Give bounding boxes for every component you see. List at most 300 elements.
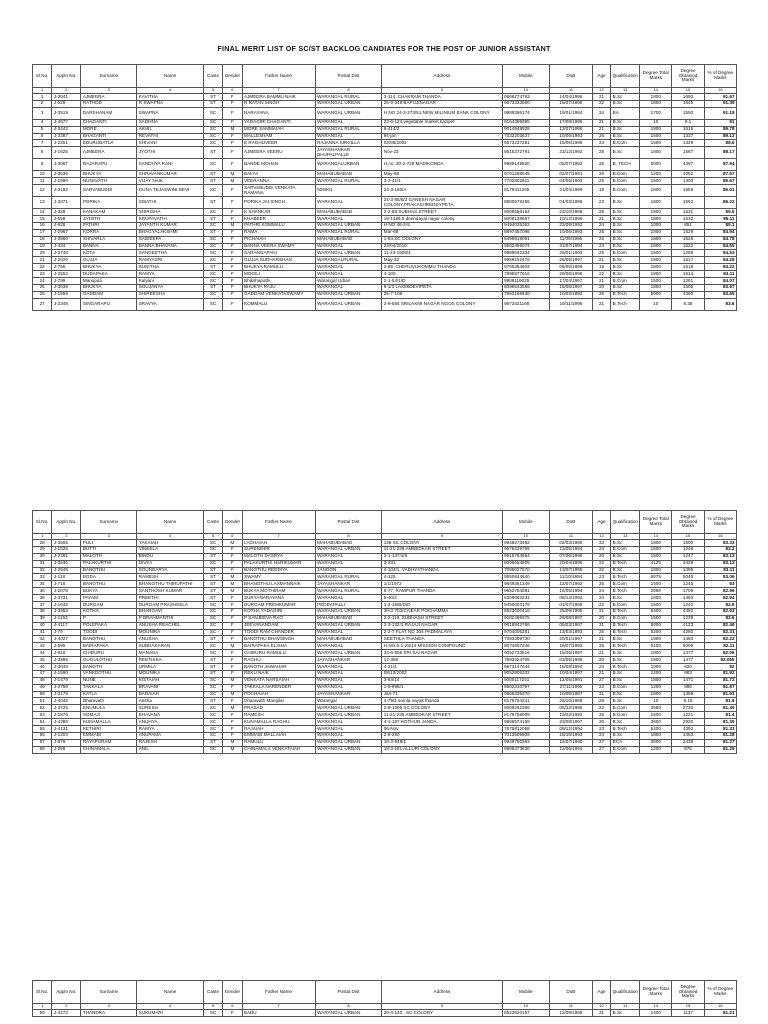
cell-caste: ST xyxy=(203,553,222,560)
cell-degree-obtained-marks: 1514 xyxy=(672,271,704,278)
cell-appln-no: J-118 xyxy=(52,574,81,581)
cell-degree-total-marks: 1800 xyxy=(640,147,672,159)
cell-age: 25 xyxy=(592,147,610,159)
cell-appln-no: J-3371 xyxy=(52,197,81,209)
cell-sl-no: 50 xyxy=(33,691,52,698)
cell-father-name: KOTHA YADAGIRI xyxy=(242,608,315,615)
cell-dob: 02/07/1991 xyxy=(549,171,592,178)
header-qualification: Qualification xyxy=(611,65,640,88)
cell-age: 25 xyxy=(592,712,610,719)
cell-degree-obtained-marks: 1531 xyxy=(672,209,704,216)
cell-qualification: B.Com xyxy=(611,705,640,712)
cell-qualification: B.Tech xyxy=(611,629,640,636)
cell-qualification: B. TECH xyxy=(611,159,640,171)
cell-mobile: 9989149820 xyxy=(502,159,549,171)
cell-surname: KUNAMALLA xyxy=(81,719,137,726)
cell-sl-no: 12 xyxy=(33,185,52,197)
cell-dob: 15/06/1995 xyxy=(549,140,592,147)
cell-name: KAVITHA xyxy=(137,94,204,101)
cell-dob: 10/06/1993 xyxy=(549,133,592,140)
cell-postal-dist: WARANGAL xyxy=(315,595,382,602)
cell-gender: M xyxy=(223,643,242,650)
cell-caste: SC xyxy=(203,615,222,622)
cell-gender: F xyxy=(223,629,242,636)
cell-address: 3-114, CHAKRAM THANDA xyxy=(382,94,502,101)
cell-name: DURGAM PRASHEELA xyxy=(137,602,204,609)
cell-percent-degree-marks: 87.94 xyxy=(704,159,736,171)
cell-name: RAMYA xyxy=(137,726,204,733)
cell-surname: KETHIRI xyxy=(81,726,137,733)
cell-dob: 11/10/1994 xyxy=(549,574,592,581)
cell-dob: 05/07/1992 xyxy=(549,159,592,171)
cell-degree-obtained-marks: 1506 xyxy=(672,284,704,291)
cell-percent-degree-marks: 83.33 xyxy=(704,540,736,547)
cell-mobile: 9014948828 xyxy=(502,126,549,133)
cell-postal-dist: WARANGAL xyxy=(315,119,382,126)
cell-gender: F xyxy=(223,94,242,101)
cell-caste: SC xyxy=(203,719,222,726)
column-number: 6 xyxy=(223,1004,242,1010)
cell-sl-no: 26 xyxy=(33,291,52,298)
cell-sl-no: 14 xyxy=(33,209,52,216)
cell-qualification: B.Tech xyxy=(611,726,640,733)
cell-percent-degree-marks: 89.13 xyxy=(704,133,736,140)
cell-surname: RAYAPURAM xyxy=(81,739,137,746)
cell-postal-dist: WARANGAL xyxy=(315,264,382,271)
cell-name: SURESH xyxy=(137,705,204,712)
cell-gender: F xyxy=(223,698,242,705)
cell-percent-degree-marks: 81.27 xyxy=(704,739,736,746)
cell-gender: F xyxy=(223,684,242,691)
cell-caste: SC xyxy=(203,684,222,691)
cell-degree-total-marks: 5400 xyxy=(640,726,672,733)
cell-father-name: AJMEERA BAMMU NAIK xyxy=(242,94,315,101)
cell-caste: ST xyxy=(203,595,222,602)
cell-father-name: PALAKURTHI HARIKUMAR xyxy=(242,560,315,567)
cell-degree-total-marks: 1800 xyxy=(640,100,672,107)
cell-gender: F xyxy=(223,670,242,677)
header-appln-no: Appln No. xyxy=(52,981,81,1004)
cell-postal-dist: WARANGAL xyxy=(315,197,382,209)
cell-degree-total-marks: 1800 xyxy=(640,209,672,216)
column-number: 2 xyxy=(52,88,81,94)
cell-name: R SWAPNA xyxy=(137,100,204,107)
cell-percent-degree-marks: 81.61 xyxy=(704,691,736,698)
cell-father-name: SURYANARAYANA xyxy=(242,595,315,602)
cell-mobile: 9573421168 xyxy=(502,298,549,310)
table-row xyxy=(33,732,737,739)
header-percent-degree-marks: % of Degree Marks xyxy=(704,65,736,88)
cell-sl-no: 11 xyxy=(33,178,52,185)
cell-caste: SC xyxy=(203,643,222,650)
cell-degree-obtained-marks: 975 xyxy=(672,746,704,753)
cell-mobile: 9948273482 xyxy=(502,540,549,547)
cell-degree-total-marks: 10 xyxy=(640,298,672,310)
column-number: 7 xyxy=(242,534,315,540)
column-number: 5 xyxy=(203,88,222,94)
cell-gender: F xyxy=(223,567,242,574)
cell-dob: 05/03/1987 xyxy=(549,622,592,629)
cell-postal-dist: WARANGAL xyxy=(315,726,382,733)
cell-postal-dist: Warangal Urban xyxy=(315,278,382,285)
cell-name: SWATHI xyxy=(137,197,204,209)
table-row xyxy=(33,560,737,567)
cell-father-name: Bhikshapathi xyxy=(242,278,315,285)
column-number: 4 xyxy=(137,1004,204,1010)
cell-surname: DARSHANAM xyxy=(81,107,137,119)
cell-appln-no: J-3899 xyxy=(52,657,81,664)
cell-degree-total-marks: 1200 xyxy=(640,171,672,178)
cell-caste: SC xyxy=(203,622,222,629)
cell-surname: AJMEERA xyxy=(81,94,137,101)
cell-age: 26 xyxy=(592,171,610,178)
cell-father-name: RAMULU xyxy=(242,739,315,746)
table-row xyxy=(33,159,737,171)
cell-degree-total-marks: 1800 xyxy=(640,540,672,547)
cell-degree-total-marks: 1800 xyxy=(640,691,672,698)
cell-father-name: BANOTHU REDDIYA xyxy=(242,567,315,574)
cell-degree-obtained-marks: 1300 xyxy=(672,178,704,185)
cell-name: MANASA xyxy=(137,650,204,657)
cell-age: 19 xyxy=(592,185,610,197)
cell-postal-dist: WARANGAL xyxy=(315,643,382,650)
cell-age: 29 xyxy=(592,209,610,216)
header-surname: Surname xyxy=(81,65,137,88)
cell-mobile: 9154399395 xyxy=(502,119,549,126)
cell-address: 4-125 xyxy=(382,574,502,581)
cell-appln-no: J-79 xyxy=(52,629,81,636)
cell-degree-total-marks: 1800 xyxy=(640,567,672,574)
cell-degree-total-marks: 1500 xyxy=(640,178,672,185)
cell-name: SOUNDARYA xyxy=(137,567,204,574)
table-row xyxy=(33,712,737,719)
table-row xyxy=(33,229,737,236)
cell-age: 21 xyxy=(592,636,610,643)
cell-degree-obtained-marks: 2438 xyxy=(672,739,704,746)
cell-gender: F xyxy=(223,546,242,553)
cell-age: 20 xyxy=(592,284,610,291)
header-row xyxy=(33,981,737,1004)
cell-father-name: GUJJA SUDHARSHAN xyxy=(242,257,315,264)
cell-sl-no: 35 xyxy=(33,588,52,595)
cell-age: 24 xyxy=(592,222,610,229)
cell-postal-dist: 506001 xyxy=(315,185,382,197)
header-degree-total-marks: Degree Total Marks xyxy=(640,65,672,88)
cell-age: 24 xyxy=(592,732,610,739)
cell-appln-no: J-4027 xyxy=(52,636,81,643)
cell-caste: SC xyxy=(203,546,222,553)
cell-sl-no: 39 xyxy=(33,615,52,622)
cell-percent-degree-marks: 81.33 xyxy=(704,726,736,733)
cell-address: 4-104/1, VADHYATHANDA xyxy=(382,567,502,574)
cell-degree-obtained-marks: 980 xyxy=(672,684,704,691)
cell-father-name: RAJAIAH xyxy=(242,726,315,733)
column-number: 4 xyxy=(137,88,204,94)
header-postal-dist: Postal Dist xyxy=(315,981,382,1004)
cell-degree-total-marks: 1500 xyxy=(640,615,672,622)
cell-age: 20 xyxy=(592,657,610,664)
table-row xyxy=(33,664,737,671)
cell-appln-no: J-2078 xyxy=(52,588,81,595)
cell-age: 26 xyxy=(592,291,610,298)
cell-address: 2-1-54/1/D xyxy=(382,278,502,285)
column-number: 9 xyxy=(382,1004,502,1010)
cell-father-name: PRASAD xyxy=(242,705,315,712)
cell-qualification: B.Com xyxy=(611,602,640,609)
cell-dob: 26/05/1997 xyxy=(549,257,592,264)
cell-address: May-68 xyxy=(382,171,502,178)
cell-sl-no: 33 xyxy=(33,574,52,581)
cell-percent-degree-marks: 81.49 xyxy=(704,705,736,712)
cell-gender: F xyxy=(223,657,242,664)
cell-name: SHIVANI xyxy=(137,140,204,147)
table-row xyxy=(33,739,737,746)
cell-gender: F xyxy=(223,243,242,250)
cell-degree-total-marks: 1800 xyxy=(640,257,672,264)
cell-appln-no: J-328 xyxy=(52,209,81,216)
cell-appln-no: J-2251 xyxy=(52,140,81,147)
cell-degree-obtained-marks: 1645 xyxy=(672,100,704,107)
header-percent-degree-marks: % of Degree Marks xyxy=(704,511,736,534)
cell-surname: CHAGANTI xyxy=(81,119,137,126)
cell-name: DIVYA xyxy=(137,560,204,567)
cell-father-name: BHANOTHU LAXMANNAIK xyxy=(242,581,315,588)
cell-father-name: CHIDURU RAMULU xyxy=(242,650,315,657)
cell-percent-degree-marks: 83.65 xyxy=(704,291,736,298)
cell-caste: SC xyxy=(203,243,222,250)
cell-caste: SC xyxy=(203,540,222,547)
cell-caste: ST xyxy=(203,739,222,746)
cell-dob: 29/06/1996 xyxy=(549,271,592,278)
cell-age: 23 xyxy=(592,664,610,671)
cell-caste: SC xyxy=(203,560,222,567)
cell-degree-obtained-marks: 1245 xyxy=(672,581,704,588)
cell-name: URMILA xyxy=(137,664,204,671)
table-row xyxy=(33,588,737,595)
cell-address: 33-6-556 SRI SAI NAGAR xyxy=(382,650,502,657)
column-number: 15 xyxy=(672,1004,704,1010)
cell-father-name: BABU xyxy=(242,1010,315,1017)
cell-appln-no: J-1559 xyxy=(52,291,81,298)
cell-name: BINDU xyxy=(137,553,204,560)
column-number: 14 xyxy=(640,88,672,94)
table-row xyxy=(33,705,737,712)
cell-age: 22 xyxy=(592,100,610,107)
cell-sl-no: 10 xyxy=(33,171,52,178)
header-address: Address xyxy=(382,65,502,88)
cell-age: 25 xyxy=(592,629,610,636)
cell-gender: F xyxy=(223,133,242,140)
cell-qualification: B.Com xyxy=(611,278,640,285)
cell-degree-total-marks: 1500 xyxy=(640,581,672,588)
cell-sl-no: 3 xyxy=(33,107,52,119)
cell-gender: F xyxy=(223,278,242,285)
column-number: 10 xyxy=(502,88,549,94)
cell-mobile: 7893324705 xyxy=(502,657,549,664)
table-row xyxy=(33,100,737,107)
cell-name: VINEELA xyxy=(137,546,204,553)
cell-gender: M xyxy=(223,171,242,178)
cell-age: 22 xyxy=(592,560,610,567)
cell-qualification: B.Com xyxy=(611,185,640,197)
cell-sl-no: 40 xyxy=(33,622,52,629)
cell-percent-degree-marks: 91.67 xyxy=(704,94,736,101)
cell-qualification: B.Sc xyxy=(611,133,640,140)
cell-gender: F xyxy=(223,271,242,278)
cell-gender: F xyxy=(223,602,242,609)
cell-appln-no: J-1625 xyxy=(52,147,81,159)
table-row xyxy=(33,278,737,285)
cell-percent-degree-marks: 82.46 xyxy=(704,622,736,629)
cell-age: 24 xyxy=(592,546,610,553)
cell-surname: JATOTH xyxy=(81,216,137,223)
cell-appln-no: J-1153 xyxy=(52,615,81,622)
cell-dob: 12/07/1992 xyxy=(549,581,592,588)
cell-sl-no: 20 xyxy=(33,250,52,257)
cell-name: RAJESH xyxy=(137,739,204,746)
cell-surname: MALOTH xyxy=(81,553,137,560)
cell-surname: DUDAPAKA xyxy=(81,271,137,278)
cell-dob: 03/05/1998 xyxy=(549,657,592,664)
cell-name: BHARGAVI xyxy=(137,608,204,615)
cell-qualification: B.Sc xyxy=(611,732,640,739)
cell-degree-obtained-marks: 1247 xyxy=(672,553,704,560)
cell-percent-degree-marks: 82.06 xyxy=(704,650,736,657)
cell-caste: SC xyxy=(203,712,222,719)
cell-degree-obtained-marks: 1221 xyxy=(672,712,704,719)
cell-qualification: B.Com xyxy=(611,178,640,185)
cell-caste: ST xyxy=(203,171,222,178)
cell-sl-no: 16 xyxy=(33,222,52,229)
cell-qualification: B.Sc xyxy=(611,147,640,159)
cell-appln-no: J-1204 xyxy=(52,732,81,739)
cell-degree-obtained-marks: 1526 xyxy=(672,236,704,243)
cell-father-name: GADDAM VENKATASWAMY xyxy=(242,291,315,298)
column-number: 8 xyxy=(315,534,382,540)
cell-postal-dist: WARANGAL xyxy=(315,243,382,250)
cell-percent-degree-marks: 84.28 xyxy=(704,257,736,264)
cell-sl-no: 53 xyxy=(33,712,52,719)
cell-name: JYOTHI xyxy=(137,147,204,159)
cell-caste: ST xyxy=(203,284,222,291)
cell-age: 25 xyxy=(592,250,610,257)
cell-name: SHIRISHA xyxy=(137,209,204,216)
cell-surname: CHIDURU xyxy=(81,650,137,657)
cell-degree-total-marks: 1800 xyxy=(640,264,672,271)
cell-caste: ST xyxy=(203,567,222,574)
cell-percent-degree-marks: 88.17 xyxy=(704,147,736,159)
cell-dob: 28/10/1989 xyxy=(549,698,592,705)
cell-degree-total-marks: 6075 xyxy=(640,574,672,581)
cell-name: ANUSHA REACHEL xyxy=(137,622,204,629)
cell-postal-dist: WARANGAL URBAN xyxy=(315,222,382,229)
cell-caste: SC xyxy=(203,209,222,216)
cell-gender: M xyxy=(223,746,242,753)
cell-age: 22 xyxy=(592,271,610,278)
cell-appln-no: J-4389 xyxy=(52,719,81,726)
cell-age: 25 xyxy=(592,229,610,236)
cell-address: 23-6-124,vegetable market,kazipet xyxy=(382,119,502,126)
cell-dob: 25/09/1995 xyxy=(549,608,592,615)
table-row xyxy=(33,595,737,602)
cell-caste: SC xyxy=(203,732,222,739)
cell-mobile: 9966335370 xyxy=(502,691,549,698)
cell-father-name: VENKATA NARSAIAH xyxy=(242,677,315,684)
column-number: 14 xyxy=(640,1004,672,1010)
cell-caste: ST xyxy=(203,216,222,223)
cell-gender: F xyxy=(223,712,242,719)
cell-address: 4-100 xyxy=(382,271,502,278)
cell-age: 23 xyxy=(592,197,610,209)
header-caste: Caste xyxy=(203,65,222,88)
cell-postal-dist: WARANGAL RURAL xyxy=(315,94,382,101)
cell-gender: F xyxy=(223,1010,242,1017)
cell-sl-no: 22 xyxy=(33,264,52,271)
cell-sl-no: 2 xyxy=(33,100,52,107)
cell-sl-no: 36 xyxy=(33,595,52,602)
cell-appln-no: J-434 xyxy=(52,243,81,250)
cell-surname: KOTHA xyxy=(81,608,137,615)
cell-caste: ST xyxy=(203,636,222,643)
cell-surname: POLEPAKA xyxy=(81,622,137,629)
cell-address: Nov-23 xyxy=(382,147,502,159)
cell-qualification: B.Sc xyxy=(611,222,640,229)
cell-surname: NUNE xyxy=(81,677,137,684)
cell-name: AKHIL xyxy=(137,126,204,133)
cell-degree-total-marks: 5200 xyxy=(640,629,672,636)
cell-postal-dist: WARANGAL RURAL xyxy=(315,574,382,581)
cell-address: 138 SC COLONY xyxy=(382,540,502,547)
cell-dob: 10/04/1997 xyxy=(549,670,592,677)
cell-father-name: BALYA xyxy=(242,171,315,178)
cell-name: MOUNIKA xyxy=(137,670,204,677)
cell-sl-no: 5 xyxy=(33,126,52,133)
cell-address: 2-1-137/1/6 xyxy=(382,553,502,560)
cell-qualification: B.Sc xyxy=(611,1010,640,1017)
cell-address: 6-414/2 xyxy=(382,126,502,133)
table-row xyxy=(33,629,737,636)
cell-degree-obtained-marks: 4397 xyxy=(672,159,704,171)
cell-degree-total-marks: 1800 xyxy=(640,243,672,250)
cell-address: 2-2-7 FLAT NO 304 PADMALAYA xyxy=(382,629,502,636)
cell-father-name: BAIRAPAKA ELISHA xyxy=(242,643,315,650)
cell-qualification: B.Sc xyxy=(611,677,640,684)
cell-dob: 13/05/1994 xyxy=(549,546,592,553)
table-row xyxy=(33,236,737,243)
cell-caste: ST xyxy=(203,574,222,581)
cell-degree-total-marks: 1000 xyxy=(640,664,672,671)
column-number: 11 xyxy=(549,534,592,540)
cell-gender: M xyxy=(223,739,242,746)
cell-dob: 23/08/1997 xyxy=(549,719,592,726)
cell-name: SRAVYA xyxy=(137,298,204,310)
cell-qualification: B.Com xyxy=(611,546,640,553)
cell-surname: KATLA xyxy=(81,691,137,698)
cell-name: SAIDEEPA xyxy=(137,236,204,243)
cell-postal-dist: MAHABUBABAD xyxy=(315,236,382,243)
cell-surname: BANNA xyxy=(81,243,137,250)
cell-surname: BHAGANTI xyxy=(81,133,137,140)
cell-gender: M xyxy=(223,705,242,712)
cell-percent-degree-marks: 83.13 xyxy=(704,560,736,567)
cell-dob: 13/07/1996 xyxy=(549,126,592,133)
cell-dob: 16/05/1994 xyxy=(549,588,592,595)
cell-percent-degree-marks: 84.78 xyxy=(704,236,736,243)
cell-dob: 13/02/1993 xyxy=(549,712,592,719)
cell-gender: M xyxy=(223,677,242,684)
cell-sl-no: 4 xyxy=(33,119,52,126)
cell-appln-no: J-3731 xyxy=(52,595,81,602)
